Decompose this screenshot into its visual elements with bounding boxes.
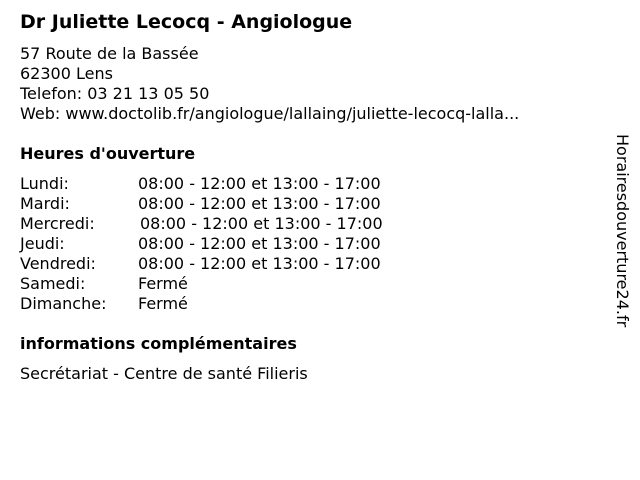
time-value: 08:00 - 12:00 et 13:00 - 17:00 [140, 214, 383, 233]
hours-row-monday [20, 174, 610, 194]
address-street: 57 Route de la Bassée [20, 44, 199, 63]
time-value: Fermé [138, 274, 188, 293]
hours-row-sunday [20, 294, 610, 314]
day-label: Samedi: [20, 274, 86, 293]
time-value: 08:00 - 12:00 et 13:00 - 17:00 [138, 174, 381, 193]
time-value: 08:00 - 12:00 et 13:00 - 17:00 [138, 234, 381, 253]
day-label: Mardi: [20, 194, 70, 213]
opening-hours-heading: Heures d'ouverture [20, 144, 196, 163]
time-value: 08:00 - 12:00 et 13:00 - 17:00 [138, 254, 381, 273]
hours-row-friday [20, 254, 610, 274]
hours-row-saturday [20, 274, 610, 294]
page-title: Dr Juliette Lecocq - Angiologue [20, 11, 353, 33]
day-label: Vendredi: [20, 254, 96, 273]
address-city: 62300 Lens [20, 64, 113, 83]
opening-hours-table [20, 174, 610, 314]
day-label: Lundi: [20, 174, 69, 193]
day-label: Dimanche: [20, 294, 107, 313]
additional-info-text: Secrétariat - Centre de santé Filieris [20, 364, 308, 383]
business-info-panel [20, 9, 610, 384]
site-watermark: Horairesdouverture24.fr [613, 134, 632, 328]
additional-info-heading: informations complémentaires [20, 334, 297, 353]
day-label: Mercredi: [20, 214, 95, 233]
hours-row-wednesday [20, 214, 610, 234]
day-label: Jeudi: [20, 234, 65, 253]
time-value: Fermé [138, 294, 188, 313]
time-value: 08:00 - 12:00 et 13:00 - 17:00 [138, 194, 381, 213]
hours-row-thursday [20, 234, 610, 254]
website-link[interactable]: Web: www.doctolib.fr/angiologue/lallaing/juliette-lecocq-lalla... [20, 104, 520, 123]
phone-number: Telefon: 03 21 13 05 50 [20, 84, 210, 103]
hours-row-tuesday [20, 194, 610, 214]
